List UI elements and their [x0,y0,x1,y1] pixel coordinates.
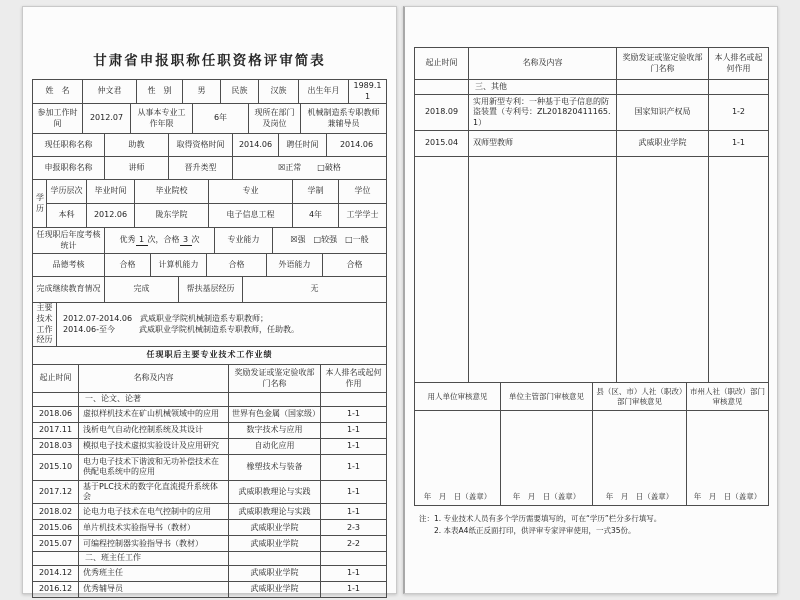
cell-empty [617,80,709,95]
perf-name: 可编程控制器实验指导书（教材） [79,536,229,552]
moral-label: 品德考核 [33,254,105,277]
perf-dept: 武威职业学院 [229,520,321,536]
perf-time: 2014.12 [33,565,79,581]
perf-dept: 数字技术与应用 [229,422,321,438]
hire-time-value: 2014.06 [327,134,387,157]
experience-table [32,302,387,347]
education-table [32,179,387,228]
perf-dept: 自动化应用 [229,438,321,454]
edu-school-value: 陇东学院 [135,204,209,228]
perf-rank: 1-1 [321,565,387,581]
table-row [33,504,387,520]
apply-title-value: 讲师 [105,157,169,180]
table-row [415,131,769,157]
cont-edu-label: 完成继续教育情况 [33,277,105,303]
table-row [415,95,769,131]
perf-dept: 武威职教理论与实践 [229,504,321,520]
form-title: 甘肃省申报职称任职资格评审简表 [93,53,326,69]
perf-header-dept: 奖励发证或鉴定验收部门名称 [229,365,321,393]
perf-category: 二、班主任工作 [79,552,229,565]
performance-section-title: 任现职后主要专业技术工作业绩 [33,347,387,365]
perf-name: 优秀班主任 [79,565,229,581]
gender-label: 性 别 [137,80,183,104]
perf-time: 2018.02 [33,504,79,520]
qual-time-value: 2014.06 [233,134,279,157]
perf-time: 2018.06 [33,406,79,422]
computer-label: 计算机能力 [151,254,207,277]
perf-time: 2017.11 [33,422,79,438]
perf-header-time: 起止时间 [415,48,469,80]
perf-time: 2018.09 [415,95,469,131]
edu-duration-label: 学制 [293,180,339,204]
cell-empty [33,552,79,565]
perf-category: 三、其他 [469,80,617,95]
table-row [33,480,387,504]
perf-header-dept: 奖励发证或鉴定验收部门名称 [617,48,709,80]
stat-text: 次 [191,235,200,245]
table-row [33,581,387,597]
approval-employer-label: 用人单位审核意见 [415,383,501,411]
cell-empty [617,157,709,383]
cell-empty [709,80,769,95]
ethnic-value: 汉族 [259,80,299,104]
perf-time: 2017.12 [33,480,79,504]
edu-school-label: 毕业院校 [135,180,209,204]
promo-type-checkboxes: ☒正常 □破格 [233,157,387,180]
perf-rank: 1-1 [321,454,387,480]
stamp-date-line: 年 月 日（盖章） [423,492,492,502]
hire-time-label: 聘任时间 [279,134,327,157]
edu-level-value: 本科 [47,204,87,228]
edu-degree-value: 工学学士 [339,204,387,228]
perf-header-name: 名称及内容 [79,365,229,393]
experience-content [57,303,387,347]
name-value: 仲文君 [83,80,137,104]
current-title-value: 助教 [105,134,169,157]
grassroots-label: 帮扶基层经历 [179,277,243,303]
perf-rank: 1-1 [321,406,387,422]
perf-time: 2016.12 [33,581,79,597]
edu-degree-label: 学位 [339,180,387,204]
table-row [33,536,387,552]
cell-empty [415,157,469,383]
info-table-row2 [32,103,387,134]
perf-dept: 世界有色金属（国家级） [229,406,321,422]
table-row [415,157,769,383]
promo-type-label: 晋升类型 [169,157,233,180]
perf-rank: 1-1 [709,131,769,157]
perf-time: 2018.03 [33,438,79,454]
stamp-date-line: 年 月 日（盖章） [512,492,581,502]
stat-text: 优秀 [119,235,136,245]
approval-table [414,382,769,506]
education-side-label: 学历 [33,180,47,228]
info-table-titles [32,133,387,180]
cell-empty [229,393,321,406]
work-start-label: 参加工作时间 [33,104,83,134]
perf-name: 论电力电子技术在电气控制中的应用 [79,504,229,520]
experience-line: 2014.06-至今 武威职业学院机械制造系专职教师，任助教。 [63,324,299,334]
cont-edu-value: 完成 [105,277,179,303]
perf-time: 2015.04 [415,131,469,157]
stamp-date-line: 年 月 日（盖章） [693,492,762,502]
perf-rank: 1-1 [321,504,387,520]
perf-rank: 1-1 [321,581,387,597]
perf-dept: 武威职业学院 [229,536,321,552]
apply-title-label: 申报职称名称 [33,157,105,180]
approval-county-box [593,411,687,506]
cell-empty [321,393,387,406]
perf-category: 一、论文、论著 [79,393,229,406]
perf-rank: 2-2 [321,536,387,552]
performance-section-title-row [32,346,387,365]
perf-name: 模拟电子技术虚拟实验设计及应用研究 [79,438,229,454]
perf-header-rank: 本人排名或起何作用 [709,48,769,80]
scanned-page-left [22,6,397,594]
perf-name: 单片机技术实验指导书（教材） [79,520,229,536]
perf-dept: 国家知识产权局 [617,95,709,131]
footnote-line: 注：1. 专业技术人员有多个学历需要填写的，可在“学历”栏分多行填写。 [419,514,662,523]
assessment-stat-label: 任现职后年度考核统计 [33,228,105,254]
perf-dept: 武威职业学院 [229,565,321,581]
ethnic-label: 民族 [221,80,259,104]
table-row [33,520,387,536]
table-row [33,422,387,438]
approval-supervisor-box [501,411,593,506]
performance-table-right [414,47,769,383]
assessment-stat-value [105,228,215,254]
perf-header-rank: 本人排名或起何作用 [321,365,387,393]
cell-empty [321,552,387,565]
approval-county-label: 县（区、市）人社（职改）部门审核意见 [593,383,687,411]
perf-rank: 1-1 [321,422,387,438]
perf-time: 2015.07 [33,536,79,552]
approval-employer-box [415,411,501,506]
stamp-date-line: 年 月 日（盖章） [605,492,674,502]
stat-text: 次，合格 [147,235,180,245]
table-row [33,454,387,480]
dept-value: 机械制造系专职教师兼辅导员 [301,104,387,134]
perf-dept: 武威职教理论与实践 [229,480,321,504]
birth-label: 出生年月 [299,80,349,104]
perf-dept: 武威职业学院 [229,581,321,597]
perf-time: 2015.10 [33,454,79,480]
perf-time: 2015.06 [33,520,79,536]
perf-rank: 1-2 [709,95,769,131]
perf-rank: 1-1 [321,438,387,454]
perf-rank: 1-1 [321,480,387,504]
table-row [415,80,769,95]
cell-empty [469,157,617,383]
performance-table-left [32,364,387,598]
perf-name: 电力电子技术下谐波和无功补偿技术在供配电系统中的应用 [79,454,229,480]
cell-empty [415,80,469,95]
edu-level-label: 学历层次 [47,180,87,204]
stat-pass-count: 3 [180,236,192,246]
name-label: 姓 名 [33,80,83,104]
perf-rank: 2-3 [321,520,387,536]
edu-grad-time-value: 2012.06 [87,204,135,228]
moral-table [32,253,387,277]
perf-name: 实用新型专利：一种基于电子信息的防盗装置（专利号：ZL201820411165.1） [469,95,617,131]
moral-value: 合格 [105,254,151,277]
gender-value: 男 [183,80,221,104]
approval-supervisor-label: 单位主管部门审核意见 [501,383,593,411]
ability-checkboxes: ☒强 □较强 □一般 [273,228,387,254]
foreign-label: 外语能力 [267,254,323,277]
edu-major-label: 专业 [209,180,293,204]
scanned-page-right [403,6,778,594]
qual-time-label: 取得资格时间 [169,134,233,157]
table-row [33,406,387,422]
perf-name: 优秀辅导员 [79,581,229,597]
perf-dept: 橡塑技术与装备 [229,454,321,480]
experience-side-label: 主要技术工作经历 [33,303,57,347]
perf-name: 基于PLC技术的数字化直流提升系统体会 [79,480,229,504]
stat-excellent-count: 1 [136,236,148,246]
assessment-table [32,227,387,254]
perf-name: 浅析电气自动化控制系统及其设计 [79,422,229,438]
years-value: 6年 [193,104,249,134]
table-row [33,393,387,406]
computer-value: 合格 [207,254,267,277]
current-title-label: 现任职称名称 [33,134,105,157]
approval-city-box [687,411,769,506]
perf-name: 虚拟样机技术在矿山机械领域中的应用 [79,406,229,422]
edu-major-value: 电子信息工程 [209,204,293,228]
experience-line: 2012.07-2014.06 武威职业学院机械制造系专职教师； [63,314,269,324]
perf-header-name: 名称及内容 [469,48,617,80]
cell-empty [709,157,769,383]
table-row [33,552,387,565]
ability-label: 专业能力 [215,228,273,254]
cell-empty [33,393,79,406]
dept-label: 现所在部门及岗位 [249,104,301,134]
perf-header-time: 起止时间 [33,365,79,393]
foreign-value: 合格 [323,254,387,277]
table-row [33,565,387,581]
continuing-education-table [32,276,387,303]
info-table-row1 [32,79,387,104]
footnote-line: 2. 本表A4纸正反面打印，供评审专家评审使用，一式35份。 [434,525,636,535]
approval-city-label: 市州人社（职改）部门审核意见 [687,383,769,411]
edu-duration-value: 4年 [293,204,339,228]
birth-value: 1989.11 [349,80,387,104]
cell-empty [229,552,321,565]
work-start-value: 2012.07 [83,104,131,134]
grassroots-value: 无 [243,277,387,303]
table-row [33,438,387,454]
perf-name: 双师型教师 [469,131,617,157]
years-label: 从事本专业工作年限 [131,104,193,134]
footnotes [419,513,769,536]
edu-grad-time-label: 毕业时间 [87,180,135,204]
perf-dept: 武威职业学院 [617,131,709,157]
